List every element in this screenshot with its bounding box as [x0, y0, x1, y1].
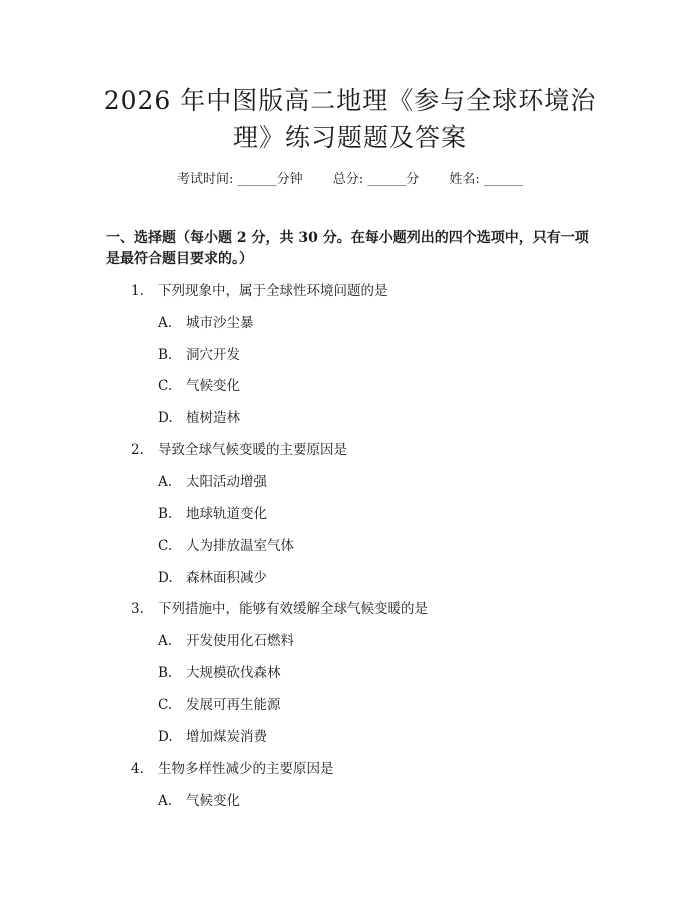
option-text: 气候变化: [186, 378, 240, 394]
question-1-option-a: [158, 314, 254, 332]
question-3-option-c: [158, 696, 281, 714]
exam-meta: [0, 168, 700, 187]
exam-name: [449, 168, 523, 187]
option-text: 开发使用化石燃料: [186, 633, 294, 649]
option-letter: B.: [158, 347, 173, 363]
option-text: 太阳活动增强: [186, 474, 267, 490]
exam-time-label: 考试时间:: [177, 172, 234, 187]
option-letter: A.: [158, 474, 173, 490]
question-4-option-a: [158, 792, 240, 810]
exam-time-unit: 分钟: [276, 172, 303, 187]
option-letter: C.: [158, 538, 173, 554]
option-letter: C.: [158, 378, 173, 394]
question-3: [131, 600, 428, 618]
option-letter: A.: [158, 793, 173, 809]
exam-name-label: 姓名:: [449, 172, 480, 187]
option-text: 气候变化: [186, 793, 240, 809]
option-letter: B.: [158, 665, 173, 681]
question-text: 下列措施中，能够有效缓解全球气候变暖的是: [158, 601, 428, 617]
exam-score-label: 总分:: [332, 172, 364, 187]
question-number: 4.: [131, 761, 144, 777]
exam-time: [177, 168, 303, 187]
option-letter: B.: [158, 506, 173, 522]
question-text: 生物多样性减少的主要原因是: [158, 761, 334, 777]
question-4: [131, 760, 334, 778]
exam-score-unit: 分: [406, 172, 420, 187]
option-letter: D.: [158, 729, 173, 745]
section-title: 一、选择题（每小题 2 分，共 30 分。在每小题列出的四个选项中，只有一项是最符合题目要求的。）: [106, 230, 589, 267]
question-2-option-d: [158, 569, 267, 587]
exam-name-blank: ______: [483, 172, 523, 187]
question-3-option-b: [158, 664, 281, 682]
question-text: 导致全球气候变暖的主要原因是: [158, 442, 347, 458]
question-3-option-d: [158, 728, 267, 746]
document-title-line-2: 理》练习题题及答案: [232, 123, 467, 152]
question-2-option-a: [158, 473, 267, 491]
document-title-line-1: 2026 年中图版高二地理《参与全球环境治: [103, 86, 597, 115]
question-number: 2.: [131, 442, 144, 458]
question-1: [131, 282, 388, 300]
question-text: 下列现象中，属于全球性环境问题的是: [158, 283, 388, 299]
option-text: 人为排放温室气体: [186, 538, 294, 554]
option-text: 城市沙尘暴: [186, 315, 254, 331]
option-text: 洞穴开发: [186, 347, 240, 363]
question-2: [131, 441, 347, 459]
question-2-option-b: [158, 505, 267, 523]
option-text: 大规模砍伐森林: [186, 665, 281, 681]
exam-time-blank: ______: [237, 172, 277, 187]
option-letter: A.: [158, 633, 173, 649]
option-text: 地球轨道变化: [186, 506, 267, 522]
question-1-option-b: [158, 346, 240, 364]
question-2-option-c: [158, 537, 294, 555]
option-text: 森林面积减少: [186, 570, 267, 586]
exam-score-blank: ______: [367, 172, 407, 187]
option-text: 植树造林: [186, 410, 240, 426]
option-text: 发展可再生能源: [186, 697, 281, 713]
option-text: 增加煤炭消费: [186, 729, 267, 745]
option-letter: A.: [158, 315, 173, 331]
question-number: 1.: [131, 283, 144, 299]
option-letter: D.: [158, 570, 173, 586]
question-1-option-c: [158, 377, 240, 395]
option-letter: C.: [158, 697, 173, 713]
exam-score: [333, 168, 420, 187]
question-number: 3.: [131, 601, 144, 617]
question-1-option-d: [158, 409, 240, 427]
option-letter: D.: [158, 410, 173, 426]
question-3-option-a: [158, 632, 294, 650]
